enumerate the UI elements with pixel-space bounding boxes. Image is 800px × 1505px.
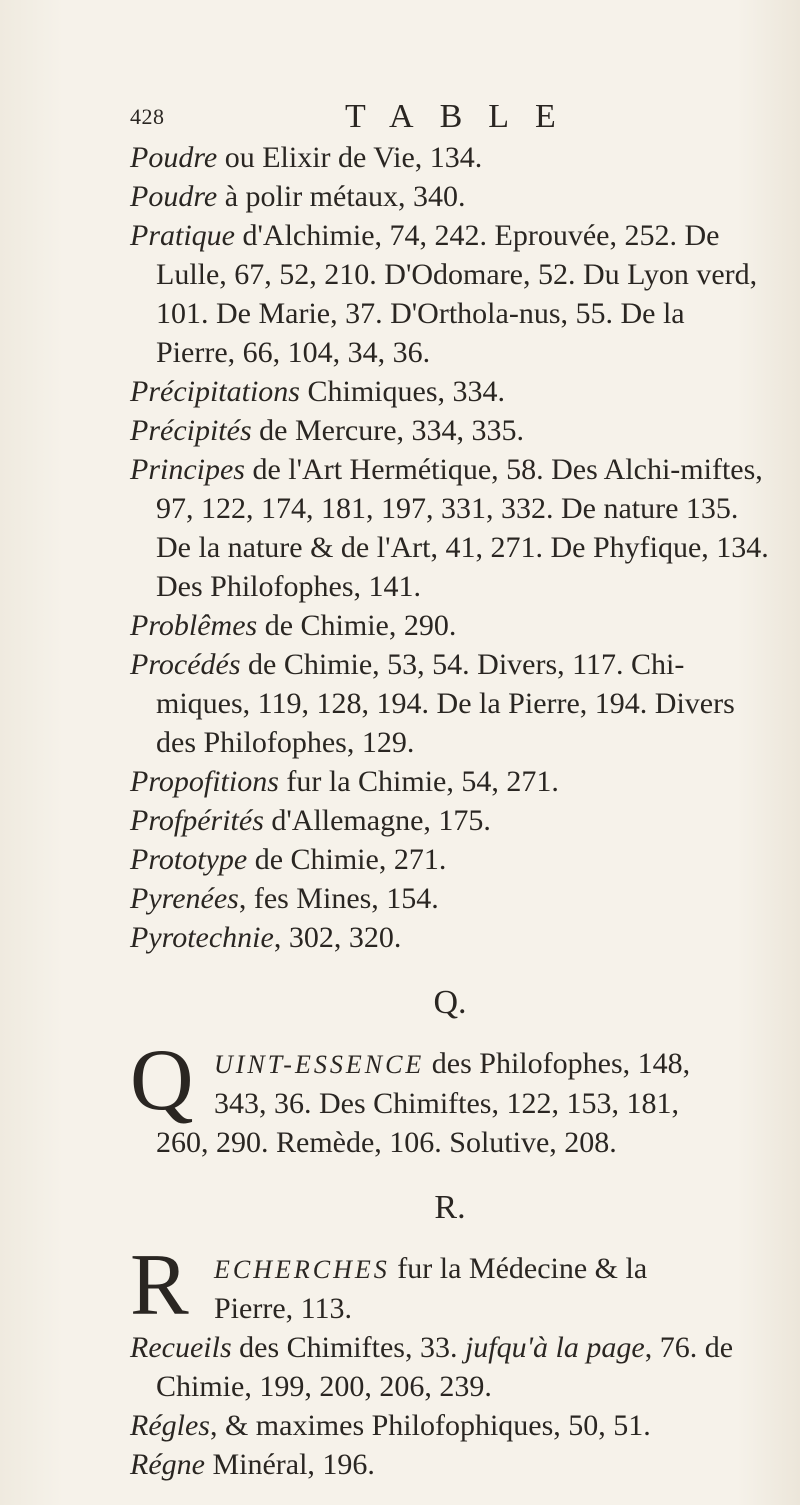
entry-text: de Chimie, 271. — [247, 843, 447, 876]
entry-text: fur la Médecine & la — [389, 1252, 648, 1285]
entry-text: des Chimiftes, 33. — [231, 1331, 465, 1364]
entry-text-tail: , 76. de Chimie, 199, 200, 206, 239. — [156, 1331, 734, 1403]
entry-line: Pierre, 113. — [214, 1292, 353, 1325]
entry-text: ou Elixir de Vie, 134. — [217, 141, 483, 174]
index-entry — [130, 840, 770, 879]
entry-italic-note: jufqu'à la page — [464, 1331, 645, 1364]
entry-headword: Problêmes — [130, 609, 258, 642]
entry-headword: Principes — [130, 453, 245, 486]
entry-text: , & maximes Philofophiques, 50, 51. — [209, 1409, 651, 1442]
index-entry — [130, 762, 770, 801]
section-letter-q: Q. — [433, 984, 467, 1021]
entry-headword: Poudre — [130, 180, 218, 213]
index-entry — [130, 411, 770, 450]
section-letter-r: R. — [434, 1189, 466, 1226]
index-entry — [130, 645, 770, 762]
index-entry — [130, 177, 770, 216]
dropcap-r: R — [130, 1237, 189, 1334]
entry-text: de Chimie, 53, 54. Divers, 117. Chi-miques, 119, 128, 194. De la Pierre, 194. Divers des Philofophes, 129. — [156, 648, 735, 759]
entry-line: 260, 290. Remède, 106. Solutive, 208. — [156, 1126, 617, 1159]
entry-headword: ECHERCHES — [214, 1255, 390, 1284]
index-entry — [130, 1445, 770, 1484]
entry-headword: Régles — [130, 1409, 210, 1442]
entry-text: Minéral, 196. — [204, 1448, 375, 1481]
index-entry — [130, 918, 770, 957]
index-entry-quintessence — [130, 1032, 770, 1162]
entry-headword: Précipitations — [130, 375, 300, 408]
entry-headword: Profpérités — [130, 804, 264, 837]
entry-headword: Propofitions — [130, 765, 279, 798]
entry-headword: Régne — [130, 1448, 205, 1481]
entry-headword: Pyrotechnie — [130, 921, 274, 954]
entry-line — [214, 1044, 770, 1084]
index-entry — [130, 372, 770, 411]
entry-line: 343, 36. Des Chimiftes, 122, 153, 181, — [214, 1087, 679, 1120]
entry-headword: Précipités — [130, 414, 252, 447]
entry-text: Chimiques, 334. — [299, 375, 505, 408]
entry-headword: Poudre — [130, 141, 218, 174]
index-entry — [130, 1406, 770, 1445]
entry-line — [214, 1249, 770, 1289]
entry-text: de l'Art Hermétique, 58. Des Alchi-miftes, 97, 122, 174, 181, 197, 331, 332. De nature 135. De la nature & de l'Art, 41, 271. De Phyfique, 134. Des Philofophes, 141. — [156, 453, 769, 603]
entry-text: d'Alchimie, 74, 242. Eprouvée, 252. De Lulle, 67, 52, 210. D'Odomare, 52. Du Lyon verd, 101. De Marie, 37. D'Orthola-nus, 55. De la Pierre, 66, 104, 34, 36. — [156, 219, 758, 369]
entry-text: de Mercure, 334, 335. — [251, 414, 525, 447]
running-head: TABLE — [345, 98, 582, 135]
index-entry-recherches — [130, 1237, 770, 1334]
index-body — [130, 138, 770, 1484]
dropcap-q: Q — [130, 1032, 194, 1129]
entry-headword: Recueils — [130, 1331, 232, 1364]
entry-headword: Prototype — [130, 843, 248, 876]
entry-text: , fes Mines, 154. — [238, 882, 439, 915]
entry-text: de Chimie, 290. — [257, 609, 457, 642]
index-entry — [130, 450, 770, 606]
entry-text: d'Allemagne, 175. — [263, 804, 491, 837]
entry-text: fur la Chimie, 54, 271. — [278, 765, 559, 798]
entry-headword: Pratique — [130, 219, 235, 252]
entry-headword: Procédés — [130, 648, 241, 681]
index-entry — [130, 1328, 770, 1406]
entry-text: à polir métaux, 340. — [217, 180, 466, 213]
index-entry — [130, 216, 770, 372]
index-entry — [130, 801, 770, 840]
entry-headword: UINT-ESSENCE — [214, 1050, 425, 1079]
entry-headword: Pyrenées — [130, 882, 239, 915]
entry-text: , 302, 320. — [273, 921, 402, 954]
index-entry — [130, 879, 770, 918]
index-entry — [130, 606, 770, 645]
index-entry — [130, 138, 770, 177]
entry-text: des Philofophes, 148, — [424, 1047, 691, 1080]
page-number: 428 — [130, 104, 165, 129]
